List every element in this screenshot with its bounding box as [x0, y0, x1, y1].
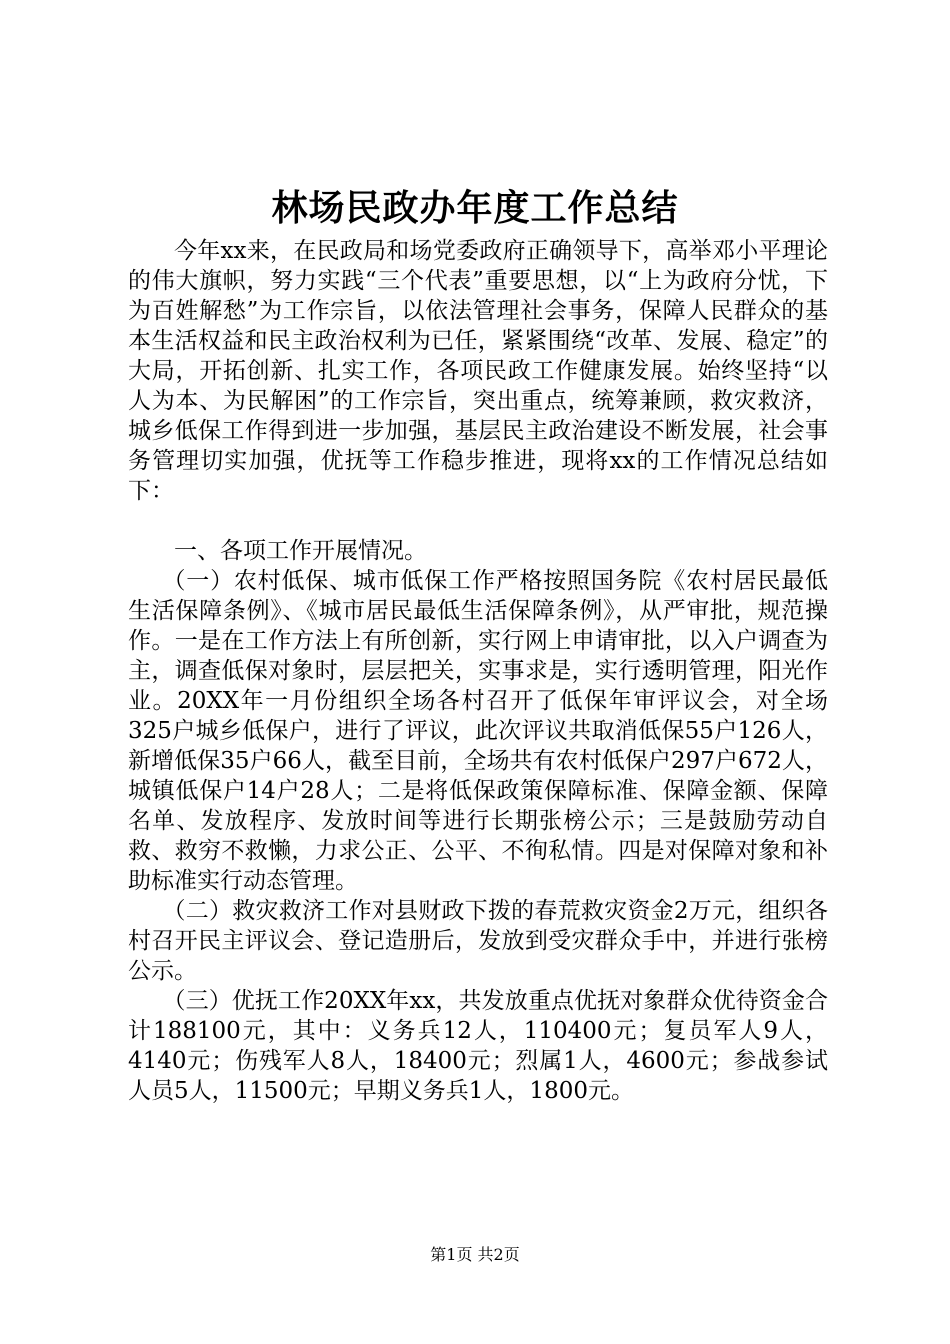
- item-paragraph-3: （三）优抚工作20XX年xx，共发放重点优抚对象群众优待资金合计188100元，其中：义务兵12人，110400元；复员军人9人，4140元；伤残军人8人，18400元；烈属1人，4600元；参战参试人员5人，11500元；早期义务兵1人，1800元。: [128, 988, 828, 1104]
- page-footer: 第1页 共2页: [430, 1245, 520, 1264]
- intro-paragraph: 今年xx来，在民政局和场党委政府正确领导下，高举邓小平理论的伟大旗帜，努力实践“三个代表”重要思想，以“上为政府分忧，下为百姓解愁”为工作宗旨，以依法管理社会事务，保障人民群众的基本生活权益和民主政治权利为已任，紧紧围绕“改革、发展、稳定”的大局，开拓创新、扎实工作，各项民政工作健康发展。始终坚持“以人为本、为民解困”的工作宗旨，突出重点，统筹兼顾，救灾救济，城乡低保工作得到进一步加强，基层民主政治建设不断发展，社会事务管理切实加强，优抚等工作稳步推进，现将xx的工作情况总结如下：: [128, 238, 828, 504]
- item-paragraph-2: （二）救灾救济工作对县财政下拨的春荒救灾资金2万元，组织各村召开民主评议会、登记造册后，发放到受灾群众手中，并进行张榜公示。: [128, 898, 828, 984]
- paragraph-spacer: [128, 506, 828, 536]
- item-paragraph-1: （一）农村低保、城市低保工作严格按照国务院《农村居民最低生活保障条例》、《城市居民最低生活保障条例》，从严审批，规范操作。一是在工作方法上有所创新，实行网上申请审批，以入户调查为主，调查低保对象时，层层把关，实事求是，实行透明管理，阳光作业。20XX年一月份组织全场各村召开了低保年审评议会，对全场325户城乡低保户，进行了评议，此次评议共取消低保55户126人，新增低保35户66人，截至目前，全场共有农村低保户297户672人，城镇低保户14户28人；二是将低保政策保障标准、保障金额、保障名单、发放程序、发放时间等进行长期张榜公示；三是鼓励劳动自救、救穷不救懒，力求公正、公平、不徇私情。四是对保障对象和补助标准实行动态管理。: [128, 568, 828, 894]
- document-body: [128, 236, 828, 1106]
- document-title: 林场民政办年度工作总结: [271, 187, 679, 229]
- section-heading: 一、各项工作开展情况。: [174, 538, 427, 564]
